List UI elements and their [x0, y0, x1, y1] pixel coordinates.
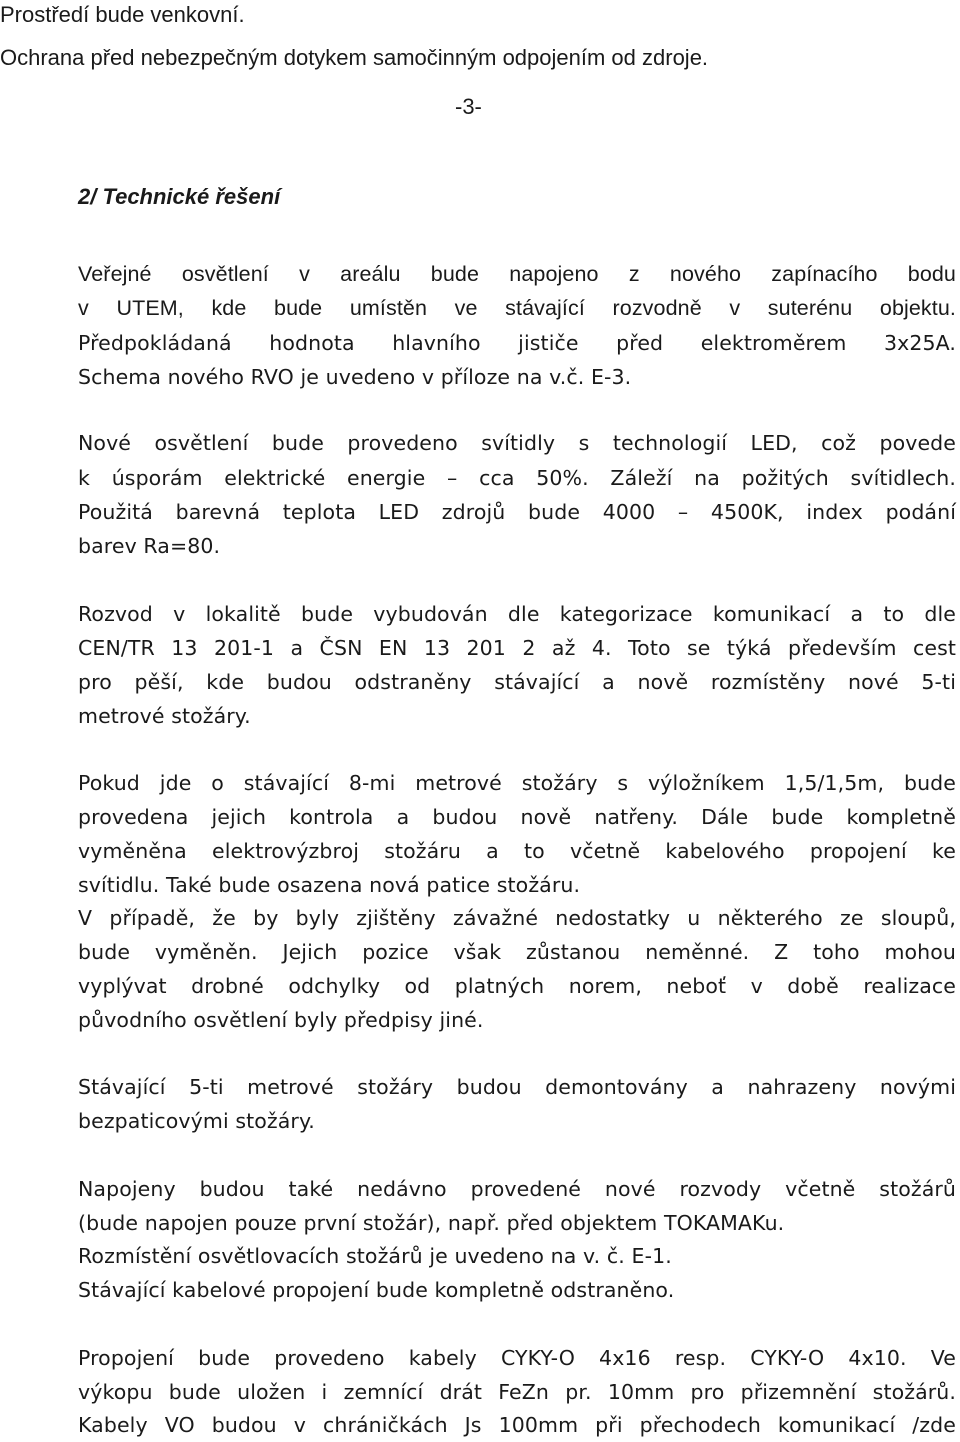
paragraph-line: Rozmístění osvětlovacích stožárů je uvedeno na v. č. E-1. [78, 1244, 672, 1268]
paragraph-line: Nové osvětlení bude provedeno svítidly s technologií LED, což povede [78, 431, 956, 455]
paragraph-line: metrové stožáry. [78, 704, 251, 728]
paragraph-line: pro pěší, kde budou odstraněny stávající a nově rozmístěny nové 5-ti [78, 670, 956, 694]
paragraph-line: Stávající kabelové propojení bude kompletně odstraněno. [78, 1278, 675, 1302]
paragraph-line: Stávající 5-ti metrové stožáry budou demontovány a nahrazeny novými [78, 1075, 956, 1099]
paragraph-line: Napojeny budou také nedávno provedené nové rozvody včetně stožárů [78, 1177, 956, 1201]
paragraph-line: Rozvod v lokalitě bude vybudován dle kategorizace komunikací a to dle [78, 602, 956, 626]
paragraph-line: Použitá barevná teplota LED zdrojů bude 4000 – 4500K, index podání [78, 500, 956, 524]
paragraph-line: (bude napojen pouze první stožár), např. před objektem TOKAMAKu. [78, 1211, 785, 1235]
paragraph-line: V případě, že by byly zjištěny závažné nedostatky u některého ze sloupů, [78, 906, 956, 930]
paragraph-line: původního osvětlení byly předpisy jiné. [78, 1008, 484, 1032]
paragraph-line: barev Ra=80. [78, 534, 221, 558]
paragraph-line: Veřejné osvětlení v areálu bude napojeno z nového zapínacího bodu [78, 262, 956, 286]
paragraph-line: svítidlu. Také bude osazena nová patice stožáru. [78, 873, 581, 897]
header-line-2: Ochrana před nebezpečným dotykem samočinným odpojením od zdroje. [0, 45, 709, 70]
section-heading: 2/ Technické řešení [78, 184, 281, 209]
paragraph-line: Pokud jde o stávající 8-mi metrové stožáry s výložníkem 1,5/1,5m, bude [78, 771, 956, 795]
header-line-1: Prostředí bude venkovní. [0, 2, 245, 27]
paragraph-line: bezpaticovými stožáry. [78, 1109, 315, 1133]
paragraph-line: Kabely VO budou v chráničkách Js 100mm při přechodech komunikací /zde [78, 1413, 956, 1437]
paragraph-line: vyměněna elektrovýzbroj stožáru a to včetně kabelového propojení ke [78, 839, 956, 863]
paragraph-line: vyplývat drobné odchylky od platných norem, neboť v době realizace [78, 974, 956, 998]
paragraph-line: CEN/TR 13 201-1 a ČSN EN 13 201 2 až 4. Toto se týká především cest [78, 636, 956, 660]
page-number: -3- [455, 94, 482, 119]
paragraph-line: bude vyměněn. Jejich pozice však zůstanou neměnné. Z toho mohou [78, 940, 956, 964]
paragraph-line: výkopu bude uložen i zemnící drát FeZn pr. 10mm pro přizemnění stožárů. [78, 1380, 956, 1404]
paragraph-line: provedena jejich kontrola a budou nově natřeny. Dále bude kompletně [78, 805, 956, 829]
paragraph-line: Předpokládaná hodnota hlavního jističe před elektroměrem 3x25A. [78, 331, 956, 355]
paragraph-line: Propojení bude provedeno kabely CYKY-O 4x16 resp. CYKY-O 4x10. Ve [78, 1346, 956, 1370]
paragraph-line: Schema nového RVO je uvedeno v příloze na v.č. E-3. [78, 365, 632, 389]
paragraph-line: k úsporám elektrické energie – cca 50%. Záleží na požitých svítidlech. [78, 466, 956, 490]
paragraph-line: v UTEM, kde bude umístěn ve stávající rozvodně v suterénu objektu. [78, 296, 956, 320]
